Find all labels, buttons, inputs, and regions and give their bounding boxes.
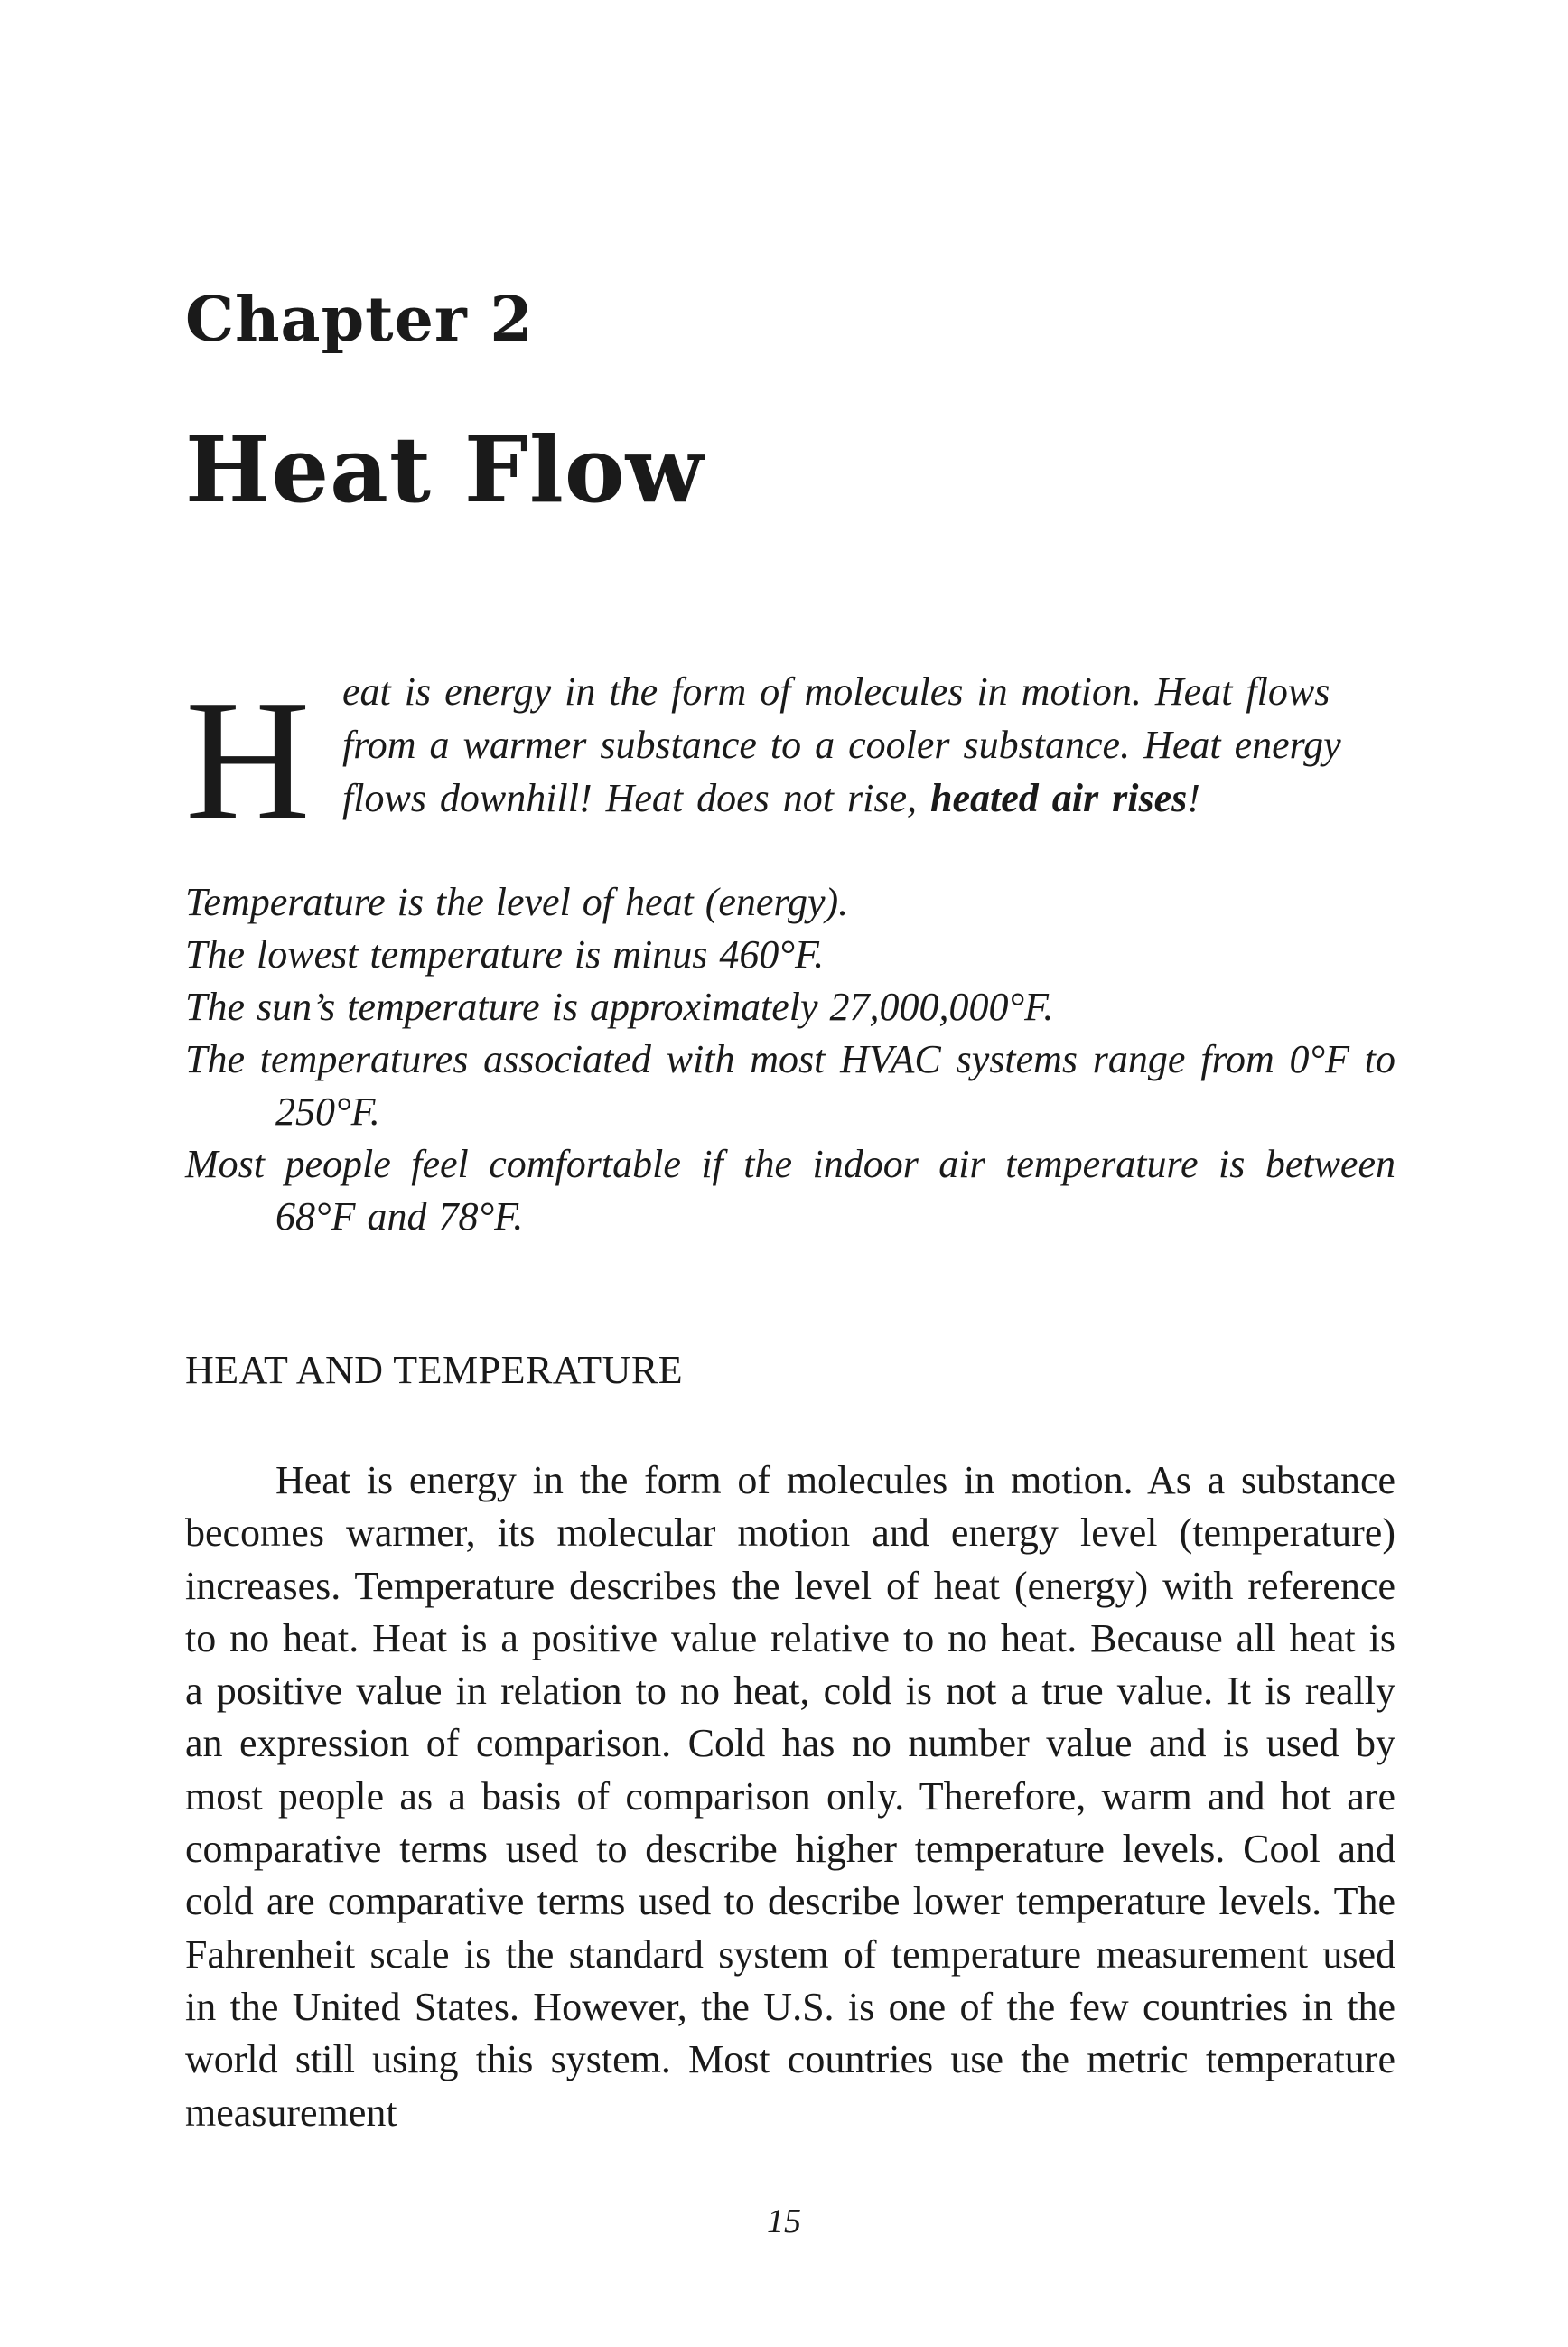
intro-line-3-start: flows downhill! Heat does not rise,: [342, 776, 930, 820]
intro-line-1: eat is energy in the form of molecules in motion. Heat flows: [342, 669, 1330, 714]
fact-item: The temperatures associated with most HVAC systems range from 0°F to 250°F.: [185, 1037, 1395, 1134]
section-heading: HEAT AND TEMPERATURE: [185, 1348, 684, 1392]
intro-line-3-end: !: [1187, 776, 1200, 820]
intro-paragraph: [185, 664, 1395, 856]
chapter-title: Heat Flow: [185, 416, 705, 523]
intro-line-3: [342, 771, 1395, 825]
body-paragraph: Heat is energy in the form of molecules in motion. As a substance becomes warmer, its molecular motion and energy level (temperature) increases. Temperature describes the level of heat (energy) with reference to no heat. Heat is a positive value relative to no heat. Because all heat is a positive value in relation to no heat, cold is not a true value. It is really an expression of comparison. Cold has no number value and is used by most people as a basis of comparison only. Therefore, warm and hot are comparative terms used to describe higher temperature levels. Cool and cold are comparative terms used to describe lower temperature levels. The Fahrenheit scale is the standard system of temperature measurement used in the United States. However, the U.S. is one of the few countries in the world still using this system. Most countries use the metric temperature measurement: [185, 1458, 1395, 2135]
fact-item: Temperature is the level of heat (energy).: [185, 880, 849, 924]
temperature-facts-list: [185, 876, 1395, 1243]
intro-text: [342, 665, 1395, 825]
fact-item: The lowest temperature is minus 460°F.: [185, 932, 825, 977]
page-number: 15: [767, 2202, 801, 2240]
fact-item: The sun’s temperature is approximately 27,000,000°F.: [185, 985, 1054, 1029]
intro-emphasis: heated air rises: [930, 776, 1188, 820]
intro-line-2: from a warmer substance to a cooler substance. Heat energy: [342, 723, 1341, 767]
chapter-label: Chapter 2: [185, 284, 534, 356]
fact-item: Most people feel comfortable if the indoor air temperature is between 68°F and 78°F.: [185, 1142, 1395, 1239]
drop-cap: H: [185, 664, 311, 856]
